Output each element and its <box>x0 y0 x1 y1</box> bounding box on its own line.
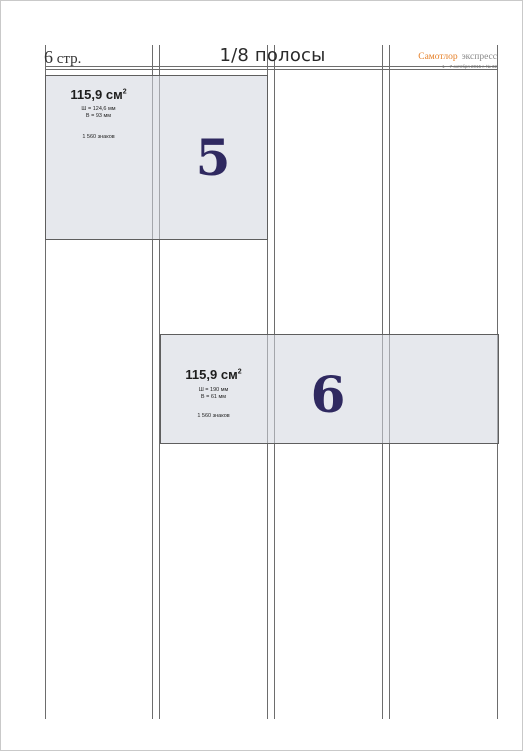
page-number-value: 6 <box>44 47 53 67</box>
ad-block-6-number: 6 <box>310 365 346 424</box>
brand-logo <box>418 47 497 70</box>
ad-block-6-chars: 1 560 знаков <box>197 413 230 419</box>
height-value: В = 93 мм <box>85 113 112 120</box>
brand-name-part1: Самотлор <box>418 52 458 62</box>
area-unit-sup: 2 <box>122 88 127 96</box>
height-value: В = 61 мм <box>200 394 227 401</box>
ad-block-5-number: 5 <box>195 128 231 187</box>
ad-block-5-chars: 1 560 знаков <box>82 134 115 140</box>
area-value: 115,9 см <box>70 87 123 102</box>
ad-block-6-dimensions <box>160 387 267 402</box>
ad-block-5-dimensions <box>45 106 152 121</box>
page-number <box>44 47 81 68</box>
area-unit-sup: 2 <box>237 368 242 376</box>
page-number-label: стр. <box>56 51 82 67</box>
width-value: Ш = 124,6 мм <box>81 106 116 112</box>
brand-date: 1 – 7 октября 2015 г. № 32 <box>442 64 497 69</box>
brand-name-part2: экспресс <box>461 52 497 62</box>
width-value: Ш = 190 мм <box>198 387 229 393</box>
area-value: 115,9 см <box>185 367 238 382</box>
ad-block-6-area <box>160 367 267 382</box>
ad-block-5-area <box>45 87 152 102</box>
page-title: 1/8 полосы <box>219 45 326 66</box>
